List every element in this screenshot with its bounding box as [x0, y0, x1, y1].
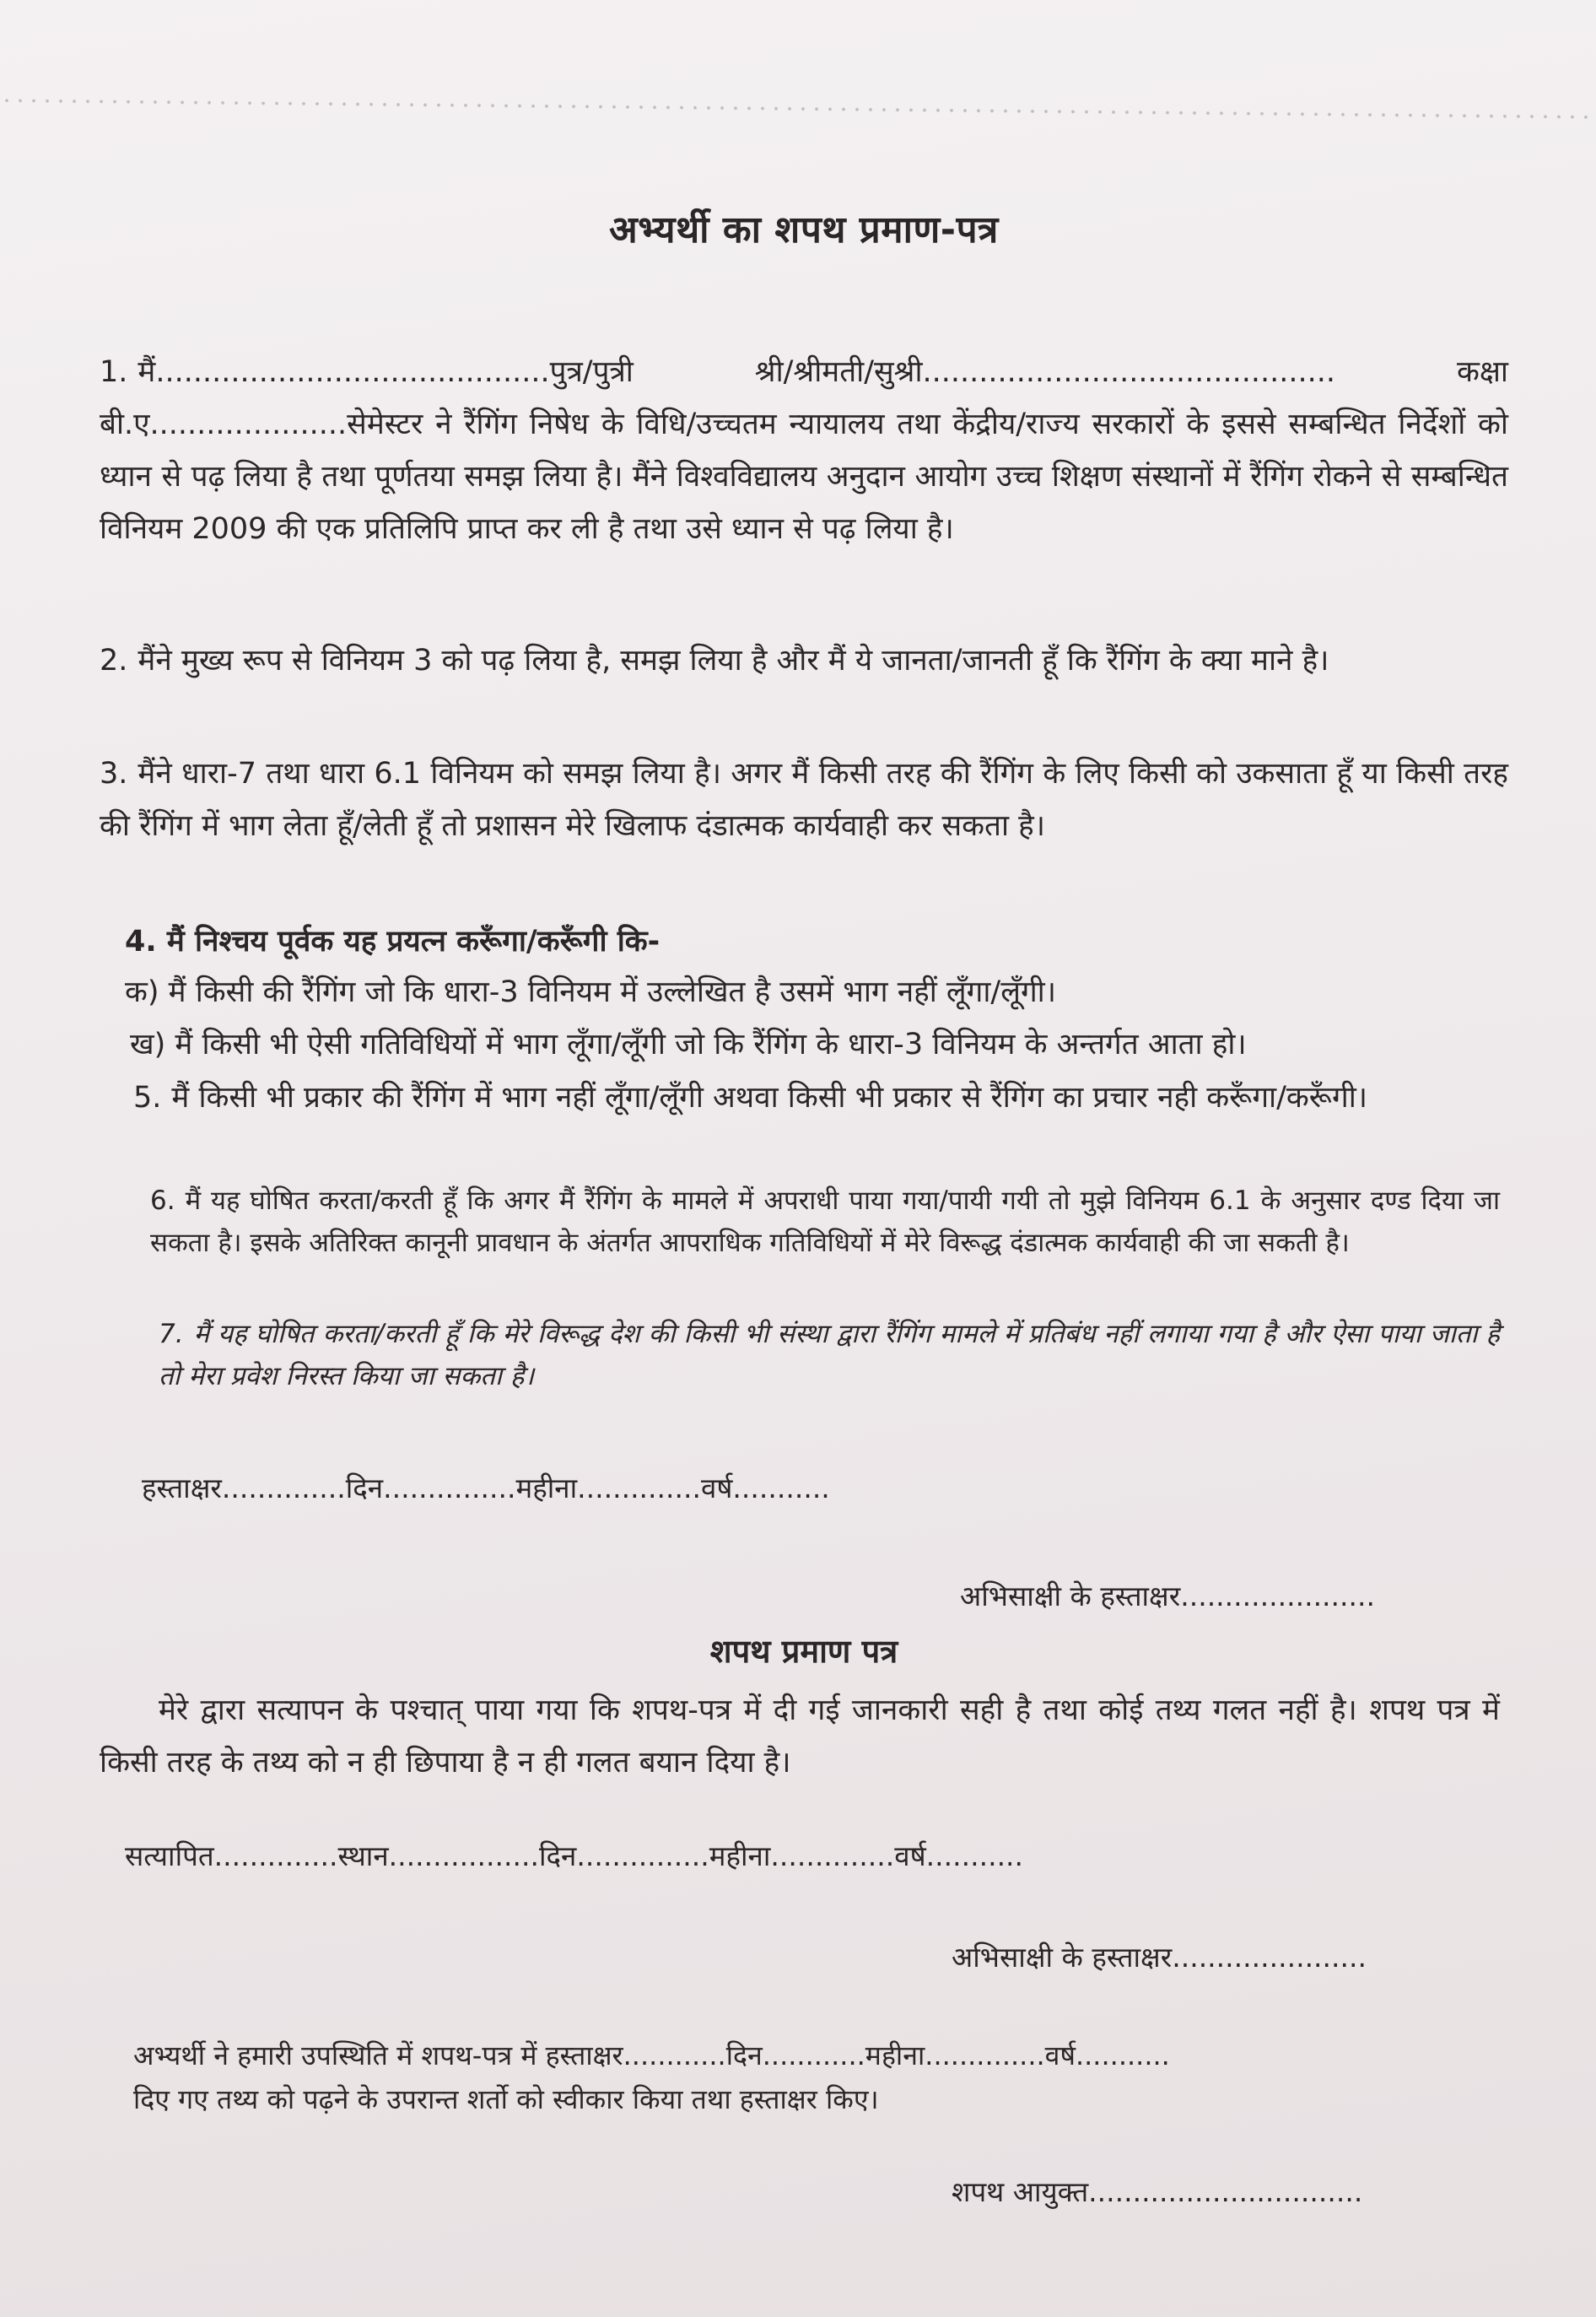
clause-7 — [159, 1313, 1500, 1397]
clause-text: मैं निश्चय पूर्वक यह प्रयत्न करूँगा/करूँगी कि- — [166, 925, 661, 959]
clause-3 — [100, 748, 1508, 852]
clause-text: मैं किसी भी प्रकार की रैंगिंग में भाग नहीं लूँगा/लूँगी अथवा किसी भी प्रकार से रैंगिंग का प्रचार नही करूँगा/करूँगी। — [171, 1081, 1368, 1115]
verification-statement: मेरे द्वारा सत्यापन के पश्चात् पाया गया कि शपथ-पत्र में दी गई जानकारी सही है तथा कोई तथ्य गलत नहीं है। शपथ पत्र में किसी तरह के तथ्य को न ही छिपाया है न ही गलत बयान दिया है। — [100, 1693, 1500, 1780]
candidate-signed-line: अभ्यर्थी ने हमारी उपस्थिति में शपथ-पत्र में हस्ताक्षर............दिन............महीना..............वर्ष........... — [133, 2039, 1170, 2071]
clause-4a: क) मैं किसी की रैंगिंग जो कि धारा-3 विनियम में उल्लेखित है उसमें भाग नहीं लूँगा/लूँगी। — [125, 975, 1056, 1009]
signature-date-line: हस्ताक्षर..............दिन...............महीना..............वर्ष........... — [142, 1472, 830, 1504]
clause-number: 1. — [100, 355, 128, 389]
clause-4b: ख) मैं किसी भी ऐसी गतिविधियों में भाग लूँगा/लूँगी जो कि रैंगिंग के धारा-3 विनियम के अन्तर्गत आता हो। — [130, 1028, 1247, 1061]
witness-signature-line-2: अभिसाक्षी के हस्ताक्षर...................... — [952, 1941, 1367, 1974]
perforation-edge — [0, 91, 1596, 127]
clause-number: 7. — [159, 1319, 184, 1349]
clause-4 — [125, 916, 660, 967]
clause-text: मैं यह घोषित करता/करती हूँ कि मेरे विरूद्ध देश की किसी भी संस्था द्वारा रैंगिंग मामले में प्रतिबंध नहीं लगाया गया है और ऐसा पाया जाता है तो मेरा प्रवेश निरस्त किया जा सकता है। — [159, 1319, 1500, 1391]
section-title-affidavit: शपथ प्रमाण पत्र — [709, 1633, 898, 1670]
oath-commissioner-line: शपथ आयुक्त............................... — [952, 2175, 1363, 2208]
clause-1 — [100, 346, 1508, 555]
acceptance-line: दिए गए तथ्य को पढ़ने के उपरान्त शर्तो को स्वीकार किया तथा हस्ताक्षर किए। — [133, 2083, 879, 2115]
clause-text: मैंने धारा-7 तथा धारा 6.1 विनियम को समझ लिया है। अगर मैं किसी तरह की रैंगिंग के लिए किसी को उकसाता हूँ या किसी तरह की रैंगिंग में भाग लेता हूँ/लेती हूँ तो प्रशासन मेरे खिलाफ दंडात्मक कार्यवाही कर सकता है। — [100, 757, 1508, 843]
clause-text: मैं यह घोषित करता/करती हूँ कि अगर मैं रैंगिंग के मामले में अपराधी पाया गया/पायी गयी तो मुझे विनियम 6.1 के अनुसार दण्ड दिया जा सकता है। इसके अतिरिक्त कानूनी प्रावधान के अंतर्गत आपराधिक गतिविधियों में मेरे विरूद्ध दंडात्मक कार्यवाही की जा सकती है। — [150, 1186, 1500, 1258]
clause-number: 4. — [125, 925, 157, 959]
clause-2 — [100, 635, 1508, 687]
document-title: अभ्यर्थी का शपथ प्रमाण-पत्र — [609, 208, 999, 251]
clause-text: मैं..........................................पुत्र/पुत्री श्री/श्रीमती/सुश्री............................................ कक्षा बी.ए.....................सेमेस्टर ने रैंगिंग निषेध के विधि/उच्चतम न्यायालय तथा केंद्रीय/राज्य सरकारों के इससे सम्बन्धित निर्देशों को ध्यान से पढ़ लिया है तथा पूर्णतया समझ लिया है। मैंने विश्वविद्यालय अनुदान आयोग उच्च शिक्षण संस्थानों में रैंगिंग रोकने से सम्बन्धित विनियम 2009 की एक प्रतिलिपि प्राप्त कर ली है तथा उसे ध्यान से पढ़ लिया है। — [100, 355, 1508, 546]
clause-6 — [150, 1180, 1500, 1264]
clause-text: मैंने मुख्य रूप से विनियम 3 को पढ़ लिया है, समझ लिया है और मैं ये जानता/जानती हूँ कि रैंगिंग के क्या माने है। — [137, 644, 1329, 678]
witness-signature-line: अभिसाक्षी के हस्ताक्षर...................... — [960, 1580, 1375, 1612]
clause-number: 5. — [133, 1081, 162, 1115]
clause-5 — [133, 1072, 1517, 1124]
clause-number: 6. — [150, 1186, 175, 1216]
clause-number: 3. — [100, 757, 128, 791]
verification-place-date-line: सत्यापित..............स्थान.................दिन...............महीना..............वर्ष........... — [125, 1839, 1024, 1872]
clause-number: 2. — [100, 644, 128, 678]
